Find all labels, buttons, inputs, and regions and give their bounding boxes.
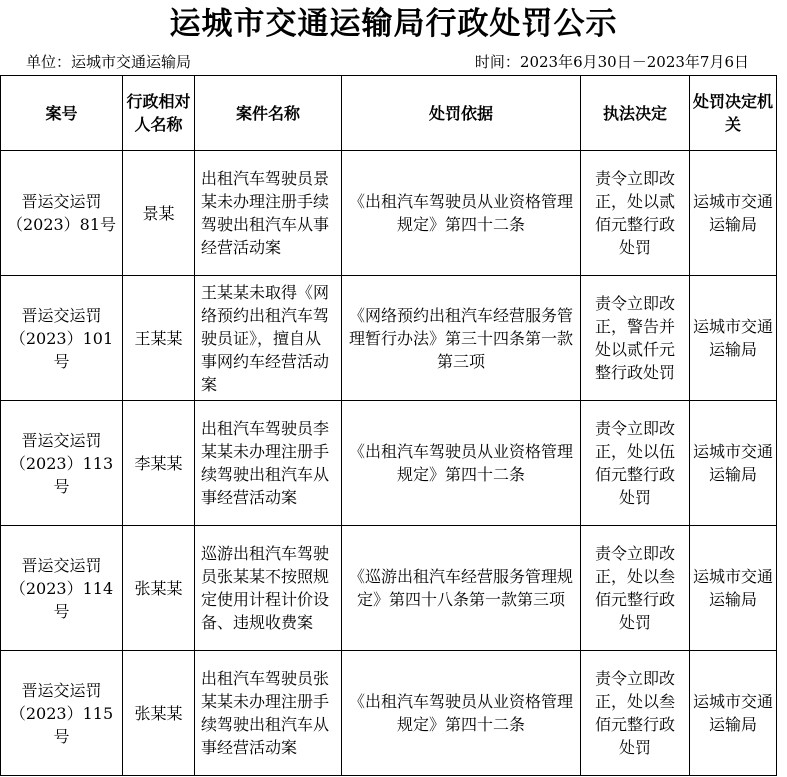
cell-case-name: 出租汽车驾驶员景某未办理注册手续驾驶出租汽车从事经营活动案 [195, 151, 342, 276]
cell-authority: 运城市交通运输局 [690, 276, 777, 401]
header-case-name: 案件名称 [195, 76, 342, 151]
cell-party: 张某某 [123, 651, 195, 776]
cell-basis: 《出租汽车驾驶员从业资格管理规定》第四十二条 [342, 151, 581, 276]
cell-case-name: 王某某未取得《网络预约出租汽车驾驶员证》，擅自从事网约车经营活动案 [195, 276, 342, 401]
meta-bar [0, 50, 787, 74]
cell-party: 王某某 [123, 276, 195, 401]
cell-decision: 责令立即改正，处以伍佰元整行政处罚 [581, 401, 690, 526]
cell-decision: 责令立即改正，处以贰佰元整行政处罚 [581, 151, 690, 276]
cell-case-no: 晋运交运罚（2023）101号 [1, 276, 123, 401]
cell-party: 景某 [123, 151, 195, 276]
cell-case-name: 出租汽车驾驶员张某某未办理注册手续驾驶出租汽车从事经营活动案 [195, 651, 342, 776]
header-party: 行政相对人名称 [123, 76, 195, 151]
cell-case-no: 晋运交运罚（2023）113号 [1, 401, 123, 526]
cell-party: 李某某 [123, 401, 195, 526]
table-header-row [1, 76, 777, 151]
cell-decision: 责令立即改正，处以叁佰元整行政处罚 [581, 651, 690, 776]
table-row [1, 151, 777, 276]
cell-case-no: 晋运交运罚（2023）81号 [1, 151, 123, 276]
page-title: 运城市交通运输局行政处罚公示 [169, 6, 618, 42]
table-row [1, 401, 777, 526]
header-decision: 执法决定 [581, 76, 690, 151]
cell-basis: 《网络预约出租汽车经营服务管理暂行办法》第三十四条第一款第三项 [342, 276, 581, 401]
cell-decision: 责令立即改正，处以叁佰元整行政处罚 [581, 526, 690, 651]
cell-authority: 运城市交通运输局 [690, 651, 777, 776]
header-basis: 处罚依据 [342, 76, 581, 151]
header-authority: 处罚决定机关 [690, 76, 777, 151]
cell-case-name: 出租汽车驾驶员李某某未办理注册手续驾驶出租汽车从事经营活动案 [195, 401, 342, 526]
cell-basis: 《出租汽车驾驶员从业资格管理规定》第四十二条 [342, 401, 581, 526]
time-range: 时间：2023年6月30日－2023年7月6日 [474, 53, 749, 71]
cell-case-no: 晋运交运罚（2023）114号 [1, 526, 123, 651]
cell-party: 张某某 [123, 526, 195, 651]
cell-authority: 运城市交通运输局 [690, 526, 777, 651]
table-row [1, 276, 777, 401]
cell-authority: 运城市交通运输局 [690, 151, 777, 276]
cell-basis: 《出租汽车驾驶员从业资格管理规定》第四十二条 [342, 651, 581, 776]
penalty-table [0, 75, 777, 776]
cell-case-no: 晋运交运罚（2023）115号 [1, 651, 123, 776]
header-case-no: 案号 [1, 76, 123, 151]
cell-basis: 《巡游出租汽车经营服务管理规定》第四十八条第一款第三项 [342, 526, 581, 651]
unit-label: 单位：运城市交通运输局 [26, 53, 192, 71]
cell-case-name: 巡游出租汽车驾驶员张某某不按照规定使用计程计价设备、违规收费案 [195, 526, 342, 651]
cell-authority: 运城市交通运输局 [690, 401, 777, 526]
cell-decision: 责令立即改正，警告并处以贰仟元整行政处罚 [581, 276, 690, 401]
table-row [1, 651, 777, 776]
table-row [1, 526, 777, 651]
